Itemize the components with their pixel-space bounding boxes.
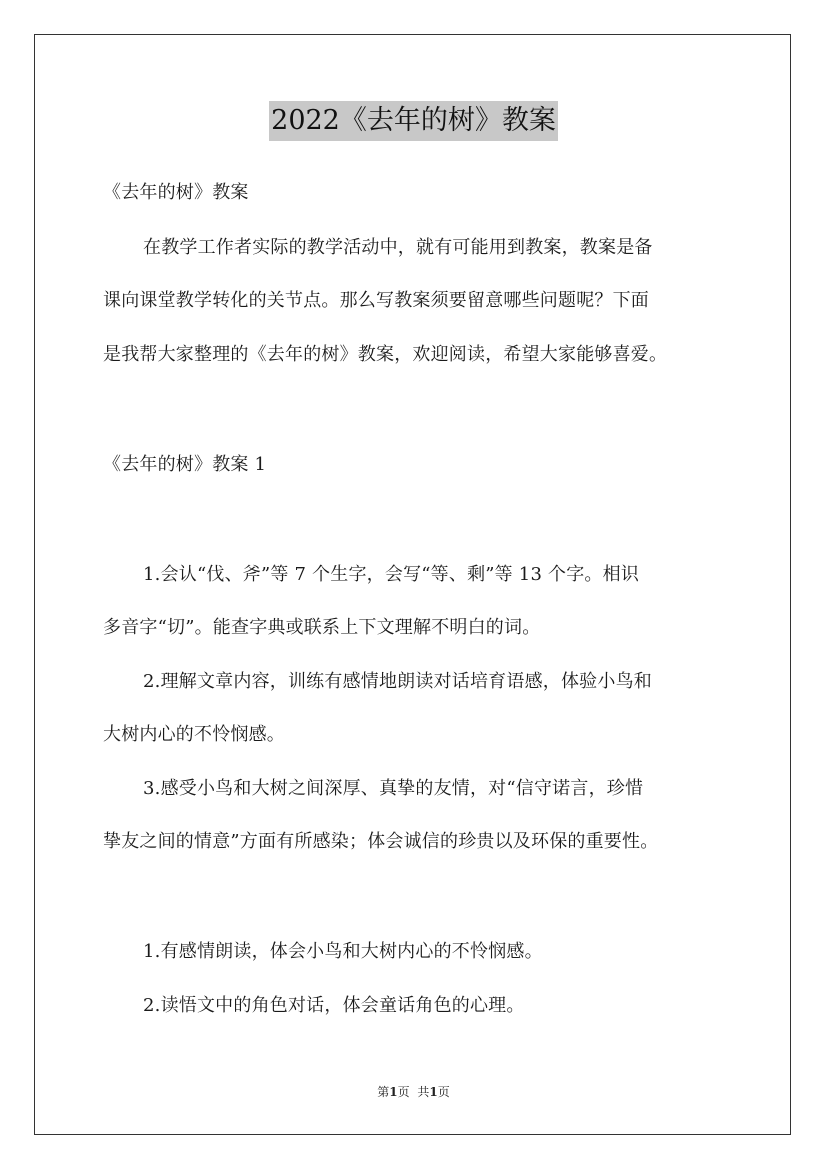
footer-total-prefix: 共 [417, 1085, 430, 1099]
goal-line-5: 3.感受小鸟和大树之间深厚、真挚的友情，对“信守诺言，珍惜 [143, 778, 644, 799]
focus-line-1: 1.有感情朗读，体会小鸟和大树内心的不怜悯感。 [143, 941, 543, 962]
goal-line-4: 大树内心的不怜悯感。 [103, 724, 285, 745]
goal-line-6: 挚友之间的情意”方面有所感染；体会诚信的珍贵以及环保的重要性。 [103, 831, 659, 852]
section-heading: 《去年的树》教案 1 [103, 454, 267, 475]
footer-page-number: 1 [389, 1085, 398, 1099]
goal-line-2: 多音字“切”。能查字典或联系上下文理解不明白的词。 [103, 617, 541, 638]
document-title: 2022《去年的树》教案 [269, 101, 558, 141]
title-container [0, 101, 827, 141]
footer-total-number: 1 [429, 1085, 438, 1099]
footer-page-suffix: 页 [397, 1085, 410, 1099]
page-footer [0, 1083, 827, 1101]
focus-line-2: 2.读悟文中的角色对话，体会童话角色的心理。 [143, 995, 525, 1016]
footer-total-suffix: 页 [437, 1085, 450, 1099]
subtitle: 《去年的树》教案 [103, 182, 249, 203]
footer-page-prefix: 第 [377, 1085, 390, 1099]
goal-line-1: 1.会认“伐、斧”等 7 个生字，会写“等、剩”等 13 个字。相识 [143, 564, 640, 585]
intro-line-2: 课向课堂教学转化的关节点。那么写教案须要留意哪些问题呢？下面 [103, 290, 649, 311]
intro-line-1: 在教学工作者实际的教学活动中，就有可能用到教案，教案是备 [143, 237, 653, 258]
intro-line-3: 是我帮大家整理的《去年的树》教案，欢迎阅读，希望大家能够喜爱。 [103, 344, 668, 365]
goal-line-3: 2.理解文章内容，训练有感情地朗读对话培育语感，体验小鸟和 [143, 671, 652, 692]
